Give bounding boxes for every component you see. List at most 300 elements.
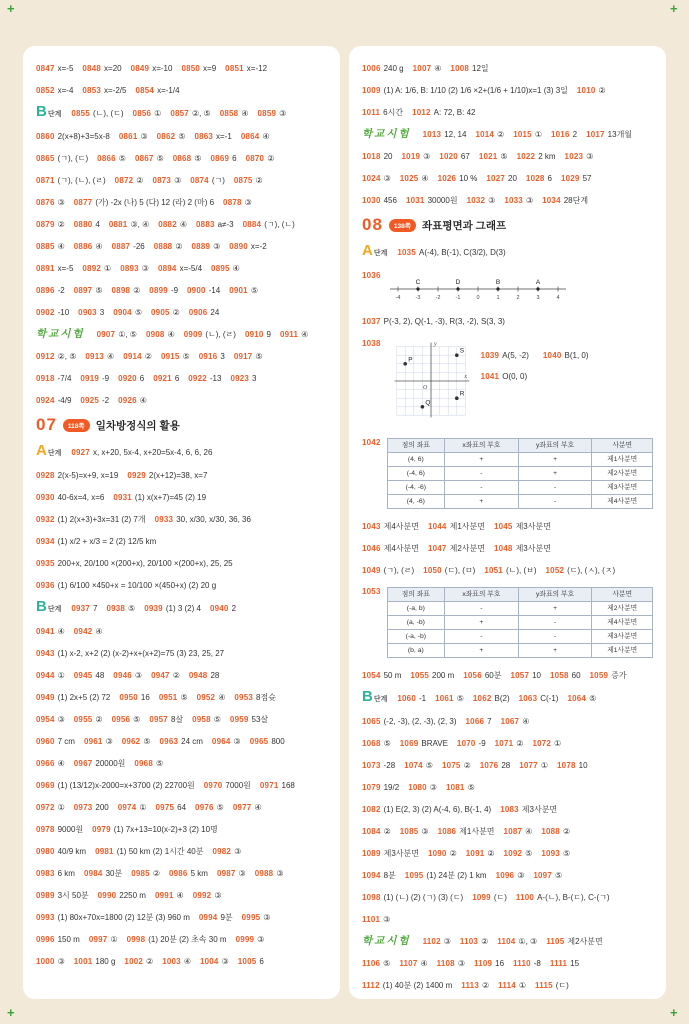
answer-value: -7/4 bbox=[57, 374, 72, 383]
answer-item bbox=[113, 307, 142, 318]
answer-number: 0850 bbox=[181, 64, 201, 73]
answer-number: 0964 bbox=[211, 737, 231, 746]
answer-number: 0892 bbox=[82, 264, 102, 273]
answer-item bbox=[170, 108, 210, 119]
answer-number: 0914 bbox=[123, 352, 142, 361]
table-cell: + bbox=[445, 453, 519, 467]
answer-row bbox=[362, 565, 653, 576]
answer-value: ③ bbox=[488, 196, 496, 205]
answer-value: ② bbox=[497, 130, 505, 139]
number-line-figure bbox=[388, 270, 568, 305]
answer-value: 200 bbox=[95, 803, 109, 812]
table-header-cell: 점의 좌표 bbox=[387, 588, 444, 602]
answer-number: 0923 bbox=[230, 374, 250, 383]
answer-item bbox=[36, 956, 65, 967]
answer-number: 1078 bbox=[557, 761, 576, 770]
answer-row bbox=[362, 782, 653, 793]
answer-item bbox=[82, 85, 126, 96]
answer-value: ⑤ bbox=[128, 604, 136, 613]
answer-value: ⑤ bbox=[255, 352, 263, 361]
answer-value: 13개월 bbox=[607, 130, 633, 139]
answer-value: 제4사분면 bbox=[383, 544, 419, 553]
answer-number: 0998 bbox=[126, 935, 146, 944]
answer-number: 0879 bbox=[36, 220, 55, 229]
answer-row bbox=[362, 63, 653, 74]
answer-row bbox=[36, 802, 327, 813]
answer-item bbox=[157, 131, 186, 142]
answer-number: 0934 bbox=[36, 537, 55, 546]
answer-item bbox=[192, 241, 221, 252]
section-step-label: 단계 bbox=[373, 250, 388, 257]
answer-row bbox=[36, 890, 327, 901]
answer-row bbox=[362, 936, 653, 947]
answer-value: ① bbox=[518, 981, 527, 990]
answer-value: ② bbox=[133, 286, 141, 295]
answer-value: (-2, -3), (2, -3), (2, 3) bbox=[383, 717, 457, 726]
answer-value: 30000원 bbox=[427, 196, 458, 205]
answer-value: 6 km bbox=[57, 869, 75, 878]
answer-number: 0991 bbox=[154, 891, 174, 900]
answer-value: (ㄷ) bbox=[555, 981, 569, 990]
answer-row bbox=[362, 958, 653, 969]
answer-number: 0916 bbox=[198, 352, 218, 361]
answer-row bbox=[36, 131, 327, 142]
answer-value: -13 bbox=[209, 374, 222, 383]
table-cell: - bbox=[518, 495, 592, 509]
answer-number: 0949 bbox=[36, 693, 55, 702]
crop-mark: + bbox=[670, 1005, 678, 1020]
answer-row bbox=[36, 580, 327, 591]
answer-value: ②, ⑤ bbox=[191, 109, 211, 118]
table-cell: + bbox=[518, 602, 592, 616]
answer-number: 0976 bbox=[195, 803, 214, 812]
table-header-row bbox=[387, 588, 652, 602]
answer-number: 0954 bbox=[36, 715, 55, 724]
answer-item bbox=[238, 956, 264, 967]
answer-item bbox=[187, 285, 220, 296]
table-cell: + bbox=[518, 644, 592, 658]
answer-item bbox=[199, 912, 233, 923]
answer-value: ③ bbox=[525, 196, 534, 205]
answer-item bbox=[74, 802, 109, 813]
answer-value: 2(x+12)=38, x=7 bbox=[148, 471, 208, 480]
answer-value: x, x+20, 5x-4, x+20=5x-4, 6, 6, 26 bbox=[92, 448, 213, 457]
answer-row bbox=[36, 351, 327, 362]
answer-value: 200+x, 20/100 ×(200+x), 20/100 ×(200+x), 25, 25 bbox=[57, 559, 233, 568]
answer-number: 1068 bbox=[362, 739, 381, 748]
answer-value: 7 cm bbox=[57, 737, 75, 746]
quadrant-table-block bbox=[362, 587, 653, 658]
answer-number: 1059 bbox=[589, 671, 609, 680]
answer-number: 0864 bbox=[240, 132, 260, 141]
answer-number: 1016 bbox=[551, 130, 570, 139]
answer-item bbox=[362, 173, 391, 184]
answer-value: ⑤ bbox=[216, 803, 224, 812]
answer-value: ④ bbox=[57, 242, 65, 251]
answer-number: 1056 bbox=[463, 671, 482, 680]
answer-item bbox=[190, 175, 225, 186]
answer-item bbox=[423, 936, 451, 947]
answer-value: 2 bbox=[231, 604, 237, 613]
answer-value: ④ bbox=[241, 109, 249, 118]
answer-item bbox=[119, 692, 150, 703]
answer-number: 0918 bbox=[36, 374, 55, 383]
answer-number: 0861 bbox=[118, 132, 138, 141]
answer-value: ⑤ bbox=[95, 286, 103, 295]
answer-number: 1090 bbox=[427, 849, 447, 858]
answer-row bbox=[36, 714, 327, 725]
answer-number: 0907 bbox=[96, 330, 116, 339]
answer-number: 1087 bbox=[503, 827, 523, 836]
answer-value: ④ bbox=[139, 396, 147, 405]
answer-item bbox=[36, 868, 75, 879]
answer-value: 제1사분면 bbox=[459, 827, 495, 836]
answer-number: 1020 bbox=[439, 152, 458, 161]
answer-number: 0930 bbox=[36, 493, 55, 502]
answer-item bbox=[155, 514, 251, 525]
answer-value: 30분 bbox=[105, 869, 123, 878]
answer-item bbox=[36, 758, 65, 769]
answer-value: ④ bbox=[421, 174, 429, 183]
answer-value: O(0, 0) bbox=[502, 372, 528, 381]
answer-item bbox=[36, 648, 224, 659]
table-cell: - bbox=[518, 616, 592, 630]
answer-number: 1042 bbox=[362, 438, 381, 447]
answer-value: ② bbox=[136, 176, 144, 185]
answer-item bbox=[241, 131, 270, 142]
answer-number: 0988 bbox=[254, 869, 274, 878]
answer-number: 0925 bbox=[80, 396, 100, 405]
answer-number: 0942 bbox=[73, 627, 93, 636]
answer-item bbox=[504, 195, 533, 206]
answer-value: 12, 14 bbox=[444, 130, 467, 139]
answer-value: ① bbox=[139, 803, 147, 812]
answer-item bbox=[463, 670, 501, 681]
answer-item bbox=[438, 826, 495, 837]
answer-value: ① bbox=[57, 671, 65, 680]
answer-number: 0897 bbox=[73, 286, 93, 295]
answer-number: 0888 bbox=[153, 242, 173, 251]
answer-value: 40/9 km bbox=[57, 847, 87, 856]
answer-number: 0906 bbox=[188, 308, 208, 317]
answer-item bbox=[212, 846, 241, 857]
answer-value: ① bbox=[104, 264, 112, 273]
answer-number: 0883 bbox=[196, 220, 215, 229]
svg-text:A: A bbox=[535, 279, 540, 286]
answer-number: 0852 bbox=[36, 86, 55, 95]
answer-value: ④ bbox=[420, 959, 428, 968]
answer-row bbox=[362, 85, 653, 96]
answer-number: 1033 bbox=[504, 196, 523, 205]
answer-item bbox=[517, 151, 556, 162]
answer-value: ③ bbox=[279, 109, 287, 118]
crop-mark: + bbox=[7, 1005, 15, 1020]
answer-number: 1070 bbox=[456, 739, 476, 748]
table-row bbox=[387, 467, 652, 481]
answer-value: BRAVE bbox=[421, 739, 448, 748]
answer-number: 0980 bbox=[36, 847, 55, 856]
answer-value: ④ bbox=[254, 803, 262, 812]
answer-number: 1053 bbox=[362, 587, 381, 596]
answer-value: (1) 2(x+3)+3x=31 (2) 7개 bbox=[57, 515, 146, 524]
answer-value: (1) A: 1/6, B: 1/10 (2) 1/6 ×2+(1/6 + 1/10)x=1 (3) 3일 bbox=[383, 86, 568, 95]
answer-item bbox=[36, 492, 104, 503]
table-cell: + bbox=[445, 495, 519, 509]
answer-item bbox=[95, 846, 203, 857]
answer-number: 1103 bbox=[459, 937, 479, 946]
svg-text:1: 1 bbox=[496, 295, 500, 301]
answer-item bbox=[280, 329, 308, 340]
quadrant-table-block bbox=[362, 438, 653, 509]
answer-number: 0992 bbox=[192, 891, 212, 900]
answer-item bbox=[466, 848, 495, 859]
answer-value: ①, ⑤ bbox=[118, 330, 137, 339]
answer-value: -2 bbox=[57, 286, 65, 295]
answer-value: A(5, -2) bbox=[502, 351, 529, 360]
answer-item bbox=[194, 131, 231, 142]
answer-item bbox=[481, 371, 528, 382]
answer-number: 1009 bbox=[362, 86, 381, 95]
answer-value: 4 bbox=[95, 220, 100, 229]
answer-number: 1048 bbox=[493, 544, 513, 553]
answer-item bbox=[461, 980, 489, 991]
answer-item bbox=[149, 714, 183, 725]
answer-number: 1109 bbox=[473, 959, 493, 968]
answer-value: (ㄷ), (ㅅ), (ㅈ) bbox=[567, 566, 616, 575]
answer-number: 1011 bbox=[362, 108, 381, 117]
answer-item bbox=[192, 714, 221, 725]
answer-value: ① bbox=[110, 935, 118, 944]
answer-number: 0948 bbox=[188, 671, 208, 680]
answer-item bbox=[516, 892, 610, 903]
answer-value: -4/9 bbox=[57, 396, 72, 405]
answer-item bbox=[131, 63, 173, 74]
quadrant-table bbox=[387, 587, 653, 658]
answer-item bbox=[406, 195, 458, 206]
school-exam-label: 학교시험 bbox=[362, 128, 411, 140]
answer-value: ② bbox=[267, 154, 275, 163]
answer-row bbox=[362, 848, 653, 859]
answer-value: x=-10 bbox=[152, 64, 173, 73]
answer-number: 0853 bbox=[82, 86, 102, 95]
answer-row bbox=[36, 395, 327, 406]
answer-number: 0849 bbox=[130, 64, 150, 73]
answer-item bbox=[36, 536, 156, 547]
answer-number: 1044 bbox=[427, 522, 447, 531]
answer-value: (1) 2x+5 (2) 72 bbox=[57, 693, 111, 702]
answer-value: 16 bbox=[495, 959, 505, 968]
answer-number: 1101 bbox=[362, 915, 381, 924]
answer-value: 30, x/30, x/30, 36, 36 bbox=[176, 515, 251, 524]
answer-item bbox=[144, 603, 201, 614]
answer-row bbox=[36, 934, 327, 945]
answer-item bbox=[127, 470, 207, 481]
svg-text:S: S bbox=[459, 347, 464, 355]
answer-item bbox=[402, 151, 431, 162]
table-cell: 제2사분면 bbox=[592, 602, 653, 616]
answer-value: 3 bbox=[99, 308, 105, 317]
answer-value: ④ bbox=[95, 242, 103, 251]
answer-number: 1007 bbox=[412, 64, 432, 73]
answer-row bbox=[36, 626, 327, 637]
answer-number: 0963 bbox=[159, 737, 179, 746]
answer-item bbox=[220, 108, 249, 119]
answer-number: 0926 bbox=[118, 396, 137, 405]
answer-number: 1063 bbox=[518, 694, 538, 703]
answer-number: 1113 bbox=[461, 981, 479, 990]
answer-item bbox=[500, 804, 557, 815]
answer-item bbox=[245, 329, 271, 340]
svg-text:C: C bbox=[415, 279, 420, 286]
answer-item bbox=[211, 263, 240, 274]
answer-number: 1035 bbox=[397, 248, 416, 257]
answer-value: ⑤ bbox=[180, 693, 188, 702]
answer-number: 0857 bbox=[170, 109, 189, 118]
answer-number: 0999 bbox=[235, 935, 255, 944]
answer-number: 1055 bbox=[410, 671, 430, 680]
answer-value: ② bbox=[57, 220, 65, 229]
answer-item bbox=[119, 131, 148, 142]
answer-number: 0915 bbox=[160, 352, 180, 361]
answer-item bbox=[36, 736, 75, 747]
answer-number: 1005 bbox=[237, 957, 257, 966]
answer-item bbox=[362, 565, 414, 576]
answer-number: 0873 bbox=[152, 176, 172, 185]
answer-item bbox=[405, 870, 487, 881]
answer-value: 64 bbox=[177, 803, 187, 812]
chapter-header bbox=[36, 417, 327, 433]
answer-number: 0959 bbox=[229, 715, 249, 724]
table-cell: - bbox=[445, 467, 519, 481]
answer-row bbox=[362, 670, 653, 681]
answer-item bbox=[74, 626, 103, 637]
answer-number: 0994 bbox=[198, 913, 218, 922]
answer-item bbox=[399, 958, 427, 969]
answer-item bbox=[78, 307, 104, 318]
answer-value: 7000원 bbox=[225, 781, 251, 790]
answer-row bbox=[362, 914, 653, 925]
answer-value: (1) x(x+7)=45 (2) 19 bbox=[134, 493, 207, 502]
answer-item bbox=[497, 936, 537, 947]
answer-item bbox=[97, 153, 126, 164]
answer-value: ③ bbox=[443, 937, 451, 946]
answer-number: 0943 bbox=[36, 649, 55, 658]
answer-row bbox=[36, 263, 327, 274]
answer-item bbox=[586, 129, 632, 140]
answer-number: 1010 bbox=[576, 86, 596, 95]
answer-row bbox=[36, 846, 327, 857]
answer-value: -8 bbox=[533, 959, 541, 968]
answer-item bbox=[36, 670, 65, 681]
table-header-cell: 점의 좌표 bbox=[387, 439, 444, 453]
answer-number: 1018 bbox=[362, 152, 381, 161]
answer-row bbox=[36, 153, 327, 164]
answer-item bbox=[112, 714, 141, 725]
answer-row bbox=[36, 536, 327, 547]
answer-number: 0895 bbox=[211, 264, 230, 273]
answer-row bbox=[36, 470, 327, 481]
answer-number: 1045 bbox=[493, 522, 513, 531]
answer-value: 9분 bbox=[220, 913, 233, 922]
answer-item bbox=[36, 175, 106, 186]
section-badge-b bbox=[362, 688, 388, 705]
answer-row bbox=[36, 956, 327, 967]
answer-value: -28 bbox=[383, 761, 396, 770]
answer-item bbox=[71, 447, 212, 458]
answer-number: 1114 bbox=[498, 981, 516, 990]
answer-value: ⑤ bbox=[554, 871, 563, 880]
table-row bbox=[387, 630, 652, 644]
answer-number: 0936 bbox=[36, 581, 55, 590]
answer-item bbox=[74, 219, 100, 230]
answer-value: ③ bbox=[214, 891, 222, 900]
answer-number: 0986 bbox=[168, 869, 188, 878]
answer-item bbox=[92, 824, 218, 835]
table-row bbox=[387, 495, 652, 509]
answer-row bbox=[36, 780, 327, 791]
answer-item bbox=[229, 241, 266, 252]
answer-number: 0971 bbox=[259, 781, 279, 790]
answer-number: 1052 bbox=[545, 566, 565, 575]
answer-item bbox=[362, 316, 505, 327]
answer-number: 1024 bbox=[362, 174, 381, 183]
answer-number: 1031 bbox=[405, 196, 425, 205]
answer-value: ③ bbox=[105, 737, 113, 746]
answer-value: 60 bbox=[571, 671, 581, 680]
answer-item bbox=[255, 868, 284, 879]
answer-row bbox=[362, 716, 653, 727]
answer-item bbox=[362, 892, 463, 903]
answer-item bbox=[153, 373, 179, 384]
answer-value: -10 bbox=[57, 308, 70, 317]
answer-value: ① bbox=[57, 803, 65, 812]
answer-item bbox=[504, 848, 533, 859]
table-row bbox=[387, 644, 652, 658]
answer-row bbox=[481, 350, 589, 361]
answer-number: 0951 bbox=[158, 693, 178, 702]
answer-item bbox=[152, 175, 181, 186]
answer-number: 0905 bbox=[151, 308, 170, 317]
answer-item bbox=[135, 85, 179, 96]
answer-row bbox=[36, 514, 327, 525]
answer-number: 0987 bbox=[216, 869, 236, 878]
answer-number: 1102 bbox=[422, 937, 441, 946]
svg-text:-3: -3 bbox=[415, 295, 421, 301]
answer-item bbox=[423, 565, 475, 576]
answer-value: (ㄱ), (ㄷ) bbox=[57, 154, 89, 163]
answer-number: 1080 bbox=[408, 783, 427, 792]
answer-value: ① bbox=[554, 739, 562, 748]
answer-value: 24 bbox=[210, 308, 220, 317]
answer-item bbox=[229, 285, 258, 296]
answer-item bbox=[189, 307, 220, 318]
answer-item bbox=[36, 558, 233, 569]
answer-value: (ㄱ), (ㄹ) bbox=[383, 566, 415, 575]
answer-value: ②, ⑤ bbox=[57, 352, 77, 361]
answer-row bbox=[36, 85, 327, 96]
answer-value: ⑤ bbox=[155, 759, 164, 768]
answer-number: 1069 bbox=[399, 739, 419, 748]
answer-value: ④ bbox=[57, 627, 65, 636]
answer-row bbox=[362, 107, 653, 118]
answer-number: 1061 bbox=[435, 694, 454, 703]
answer-item bbox=[113, 492, 206, 503]
answer-item bbox=[154, 241, 183, 252]
answer-value: 15 bbox=[570, 959, 580, 968]
answer-item bbox=[397, 247, 505, 258]
answer-number: 0900 bbox=[187, 286, 206, 295]
answer-value: 40-6x=4, x=6 bbox=[57, 493, 105, 502]
